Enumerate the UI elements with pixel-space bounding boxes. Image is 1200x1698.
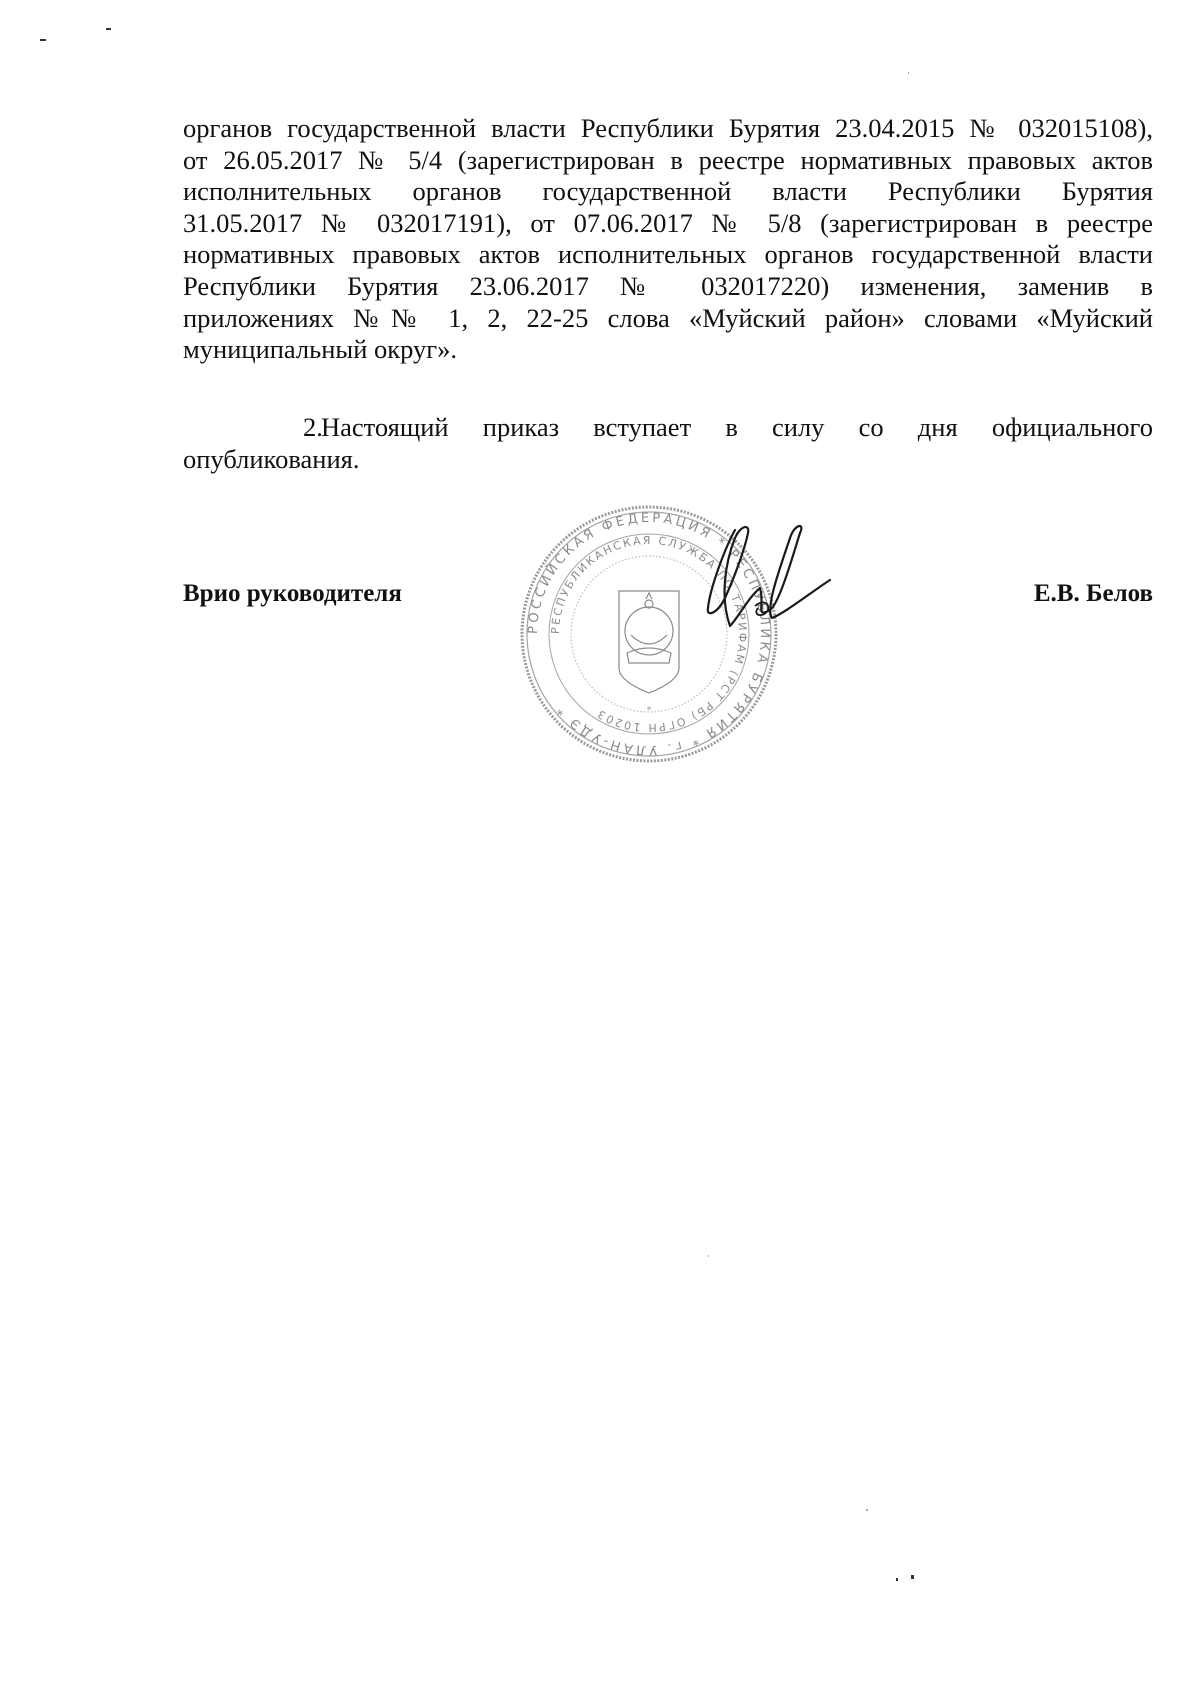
svg-text:*: * [646, 705, 652, 716]
scan-speck [896, 1578, 898, 1581]
signatory-title: Врио руководителя [183, 580, 402, 607]
paragraph-number: 2. [303, 412, 323, 442]
paragraph-1-line: 31.05.2017 № 032017191), от 07.06.2017 № 5/8 (зарегистрирован в реестре [183, 207, 1153, 238]
scan-speck [708, 1255, 709, 1257]
paragraph-1-line: нормативных правовых актов исполнительных органов государственной власти [183, 239, 1153, 270]
paragraph-1-line: органов государственной власти Республики Бурятия 23.04.2015 № 032015108), [183, 113, 1153, 143]
svg-text:РОССИЙСКАЯ ФЕДЕРАЦИЯ * РЕСПУБЛ: РОССИЙСКАЯ ФЕДЕРАЦИЯ * РЕСПУБЛИКА БУРЯТИЯ * г. УЛАН-УДЭ * [525, 510, 773, 758]
scan-speck [908, 72, 909, 74]
paragraph-1-line: муниципальный округ». [183, 334, 458, 365]
paragraph-1-line: от 26.05.2017 № 5/4 (зарегистрирован в реестре нормативных правовых актов [183, 144, 1153, 175]
scan-speck [106, 28, 111, 30]
scan-speck [40, 39, 46, 41]
paragraph-1-line: Республики Бурятия 23.06.2017 № 032017220) изменения, заменив в [183, 270, 1153, 301]
paragraph-1-line: исполнительных органов государственной власти Республики Бурятия [183, 176, 1153, 207]
paragraph-2 [183, 412, 1153, 475]
svg-text:РЕСПУБЛИКАНСКАЯ СЛУЖБА ПО ТАРИ: РЕСПУБЛИКАНСКАЯ СЛУЖБА ПО ТАРИФАМ (РСТ РБ) ОГРН 10203 [548, 533, 750, 735]
paragraph-1 [183, 113, 1153, 366]
scan-speck [911, 1575, 914, 1579]
scan-speck [866, 1509, 868, 1511]
paragraph-2-line-2: опубликования. [183, 443, 360, 474]
signature-block [183, 572, 1153, 612]
paragraph-2-text: Настоящий приказ вступает в силу со дня официального [321, 412, 1153, 442]
paragraph-1-line: приложениях №№ 1, 2, 22-25 слова «Муйский район» словами «Муйский [183, 302, 1153, 333]
signatory-name: Е.В. Белов [1033, 580, 1153, 607]
paragraph-2-line-1 [183, 412, 1153, 444]
